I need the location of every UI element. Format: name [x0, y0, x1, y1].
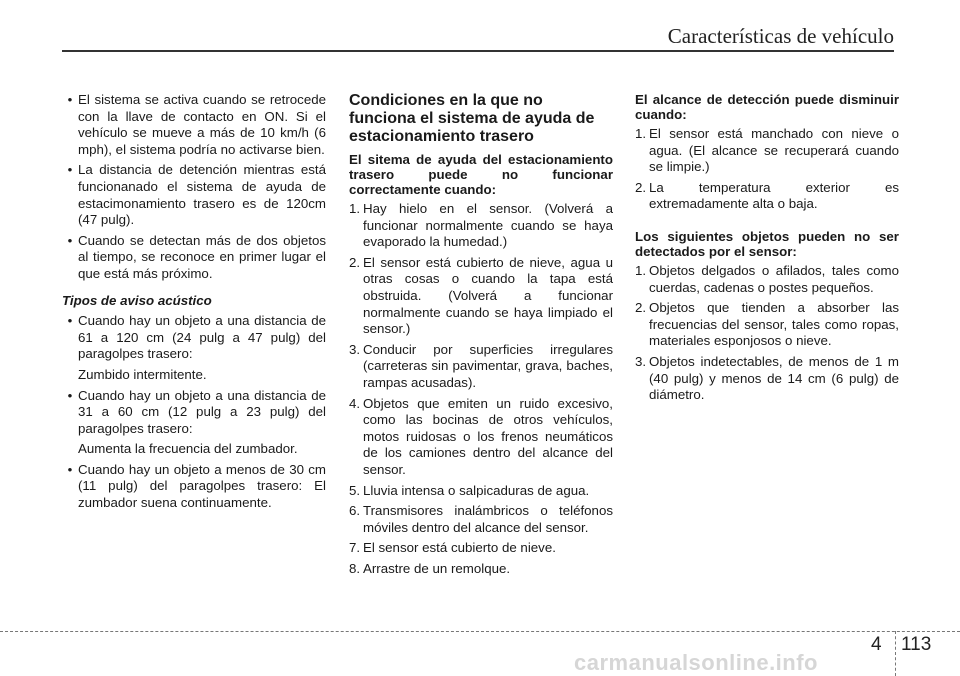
- list-item: 8. Arrastre de un remolque.: [349, 560, 511, 576]
- list-item: 4. Objetos que emiten un ruido excesivo, como las bocinas de otros vehículos, motos ruidosas o los frenos neumáticos de los camiones dentro del alcance del sensor.: [349, 395, 613, 477]
- subheading-warning-types: Tipos de aviso acústico: [62, 292, 212, 308]
- list-item: 7. El sensor está cubierto de nieve.: [349, 540, 556, 556]
- header-rule: [62, 50, 894, 52]
- list-item-continuation: Zumbido intermitente.: [78, 366, 207, 382]
- page-number: 113: [901, 634, 932, 655]
- column-2: [349, 92, 613, 581]
- list-item: 6. Transmisores inalámbricos o teléfonos móviles dentro del alcance del sensor.: [349, 503, 613, 535]
- bullet-icon: •: [67, 232, 73, 248]
- subheading: Los siguientes objetos pueden no ser detectados por el sensor:: [635, 228, 899, 259]
- list-item: 5. Lluvia intensa o salpicaduras de agua.: [349, 482, 590, 498]
- column-3: [635, 92, 899, 408]
- bullet-icon: •: [67, 313, 73, 329]
- list-item: • La distancia de detención mientras está funcionanado el sistema de ayuda de estacimonamiento trasero es de 120cm (47 pulg).: [62, 162, 326, 228]
- subheading: El sitema de ayuda del estacionamiento trasero puede no funcionar correctamente cuando:: [349, 152, 613, 197]
- list-item: • Cuando hay un objeto a una distancia de 61 a 120 cm (24 pulg a 47 pulg) del paragolpes trasero:: [62, 313, 326, 363]
- list-item: 2. Objetos que tienden a absorber las frecuencias del sensor, tales como ropas, materiales esponjosos o nieve.: [635, 300, 899, 349]
- section-heading: Condiciones en la que no funciona el sistema de ayuda de estacionamiento trasero: [349, 92, 595, 145]
- list-item: 2. La temperatura exterior es extremadamente alta o baja.: [635, 179, 899, 212]
- bullet-icon: •: [67, 92, 73, 107]
- list-item: • Cuando se detectan más de dos objetos al tiempo, se reconoce en primer lugar el que está más próximo.: [62, 233, 326, 283]
- list-item: • Cuando hay un objeto a una distancia de 31 a 60 cm (12 pulg a 23 pulg) del paragolpes trasero:: [62, 388, 326, 438]
- footer-divider: [895, 631, 896, 676]
- list-item: • Cuando hay un objeto a menos de 30 cm (11 pulg) del paragolpes trasero: El zumbador suena continuamente.: [62, 462, 326, 512]
- bullet-icon: •: [67, 387, 73, 403]
- list-item: 1. Objetos delgados o afilados, tales como cuerdas, cadenas o postes pequeños.: [635, 262, 899, 295]
- list-item: 1. El sensor está manchado con nieve o agua. (El alcance se recuperará cuando se limpie.): [635, 126, 899, 175]
- bullet-icon: •: [67, 461, 73, 477]
- footer-rule: [0, 631, 960, 632]
- watermark: carmanualsonline.info: [574, 650, 818, 675]
- list-item: 2. El sensor está cubierto de nieve, agua u otras cosas o cuando la tapa está obstruida. (Volverá a funcionar normalmente cuando se haya limpiado el sensor.): [349, 254, 613, 337]
- bullet-icon: •: [67, 162, 73, 178]
- list-item: • El sistema se activa cuando se retrocede con la llave de contacto en ON. Si el vehículo se mueve a más de 10 km/h (6 mph), el sistema podría no activarse bien.: [62, 92, 326, 158]
- column-1: [62, 92, 326, 516]
- list-item: 1. Hay hielo en el sensor. (Volverá a funcionar normalmente cuando se haya evaporado la humedad.): [349, 201, 613, 250]
- list-item: 3. Conducir por superficies irregulares (carreteras sin pavimentar, grava, baches, rampas acusadas).: [349, 341, 613, 390]
- chapter-number: 4: [871, 634, 882, 655]
- section-title: Características de vehículo: [667, 24, 894, 48]
- list-item-continuation: Aumenta la frecuencia del zumbador.: [78, 441, 298, 457]
- list-item: 3. Objetos indetectables, de menos de 1 m (40 pulg) y menos de 14 cm (6 pulg) de diámetro.: [635, 353, 899, 403]
- subheading: El alcance de detección puede disminuir cuando:: [635, 92, 899, 122]
